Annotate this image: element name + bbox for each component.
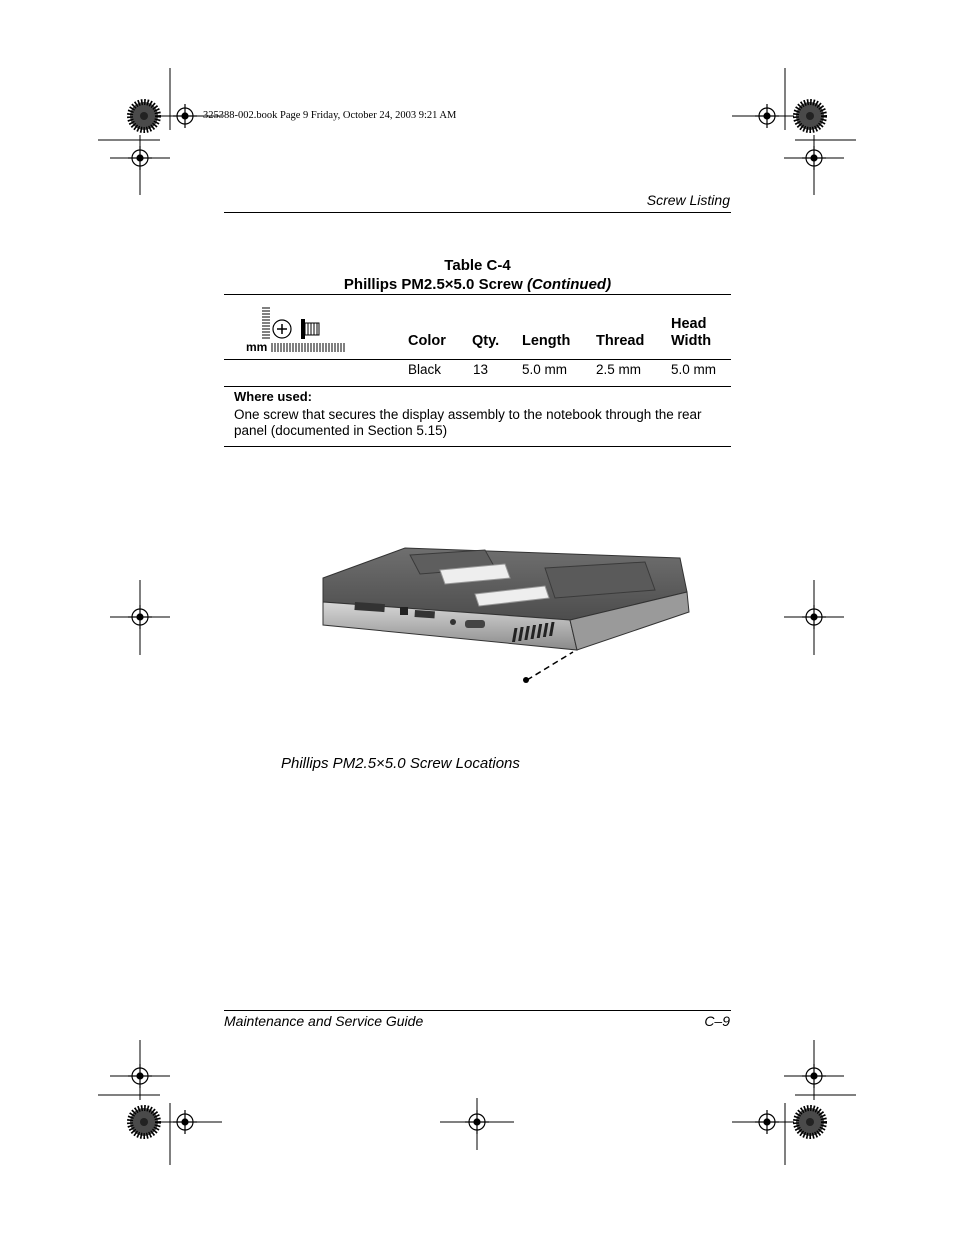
page-number: C–9 [704, 1013, 730, 1029]
table-title-suffix: (Continued) [526, 276, 612, 293]
footer-rule [224, 1010, 731, 1011]
footer-title: Maintenance and Service Guide [224, 1013, 424, 1029]
table-number: Table C-4 [444, 257, 511, 274]
header-row-rule [224, 359, 731, 360]
table-bottom-rule [224, 446, 731, 447]
header-head-width: Head Width [671, 316, 712, 349]
header-qty: Qty. [472, 333, 500, 349]
header-thread: Thread [596, 333, 645, 349]
data-row-rule [224, 386, 731, 387]
notebook-illustration [315, 540, 695, 690]
cell-qty: 13 [473, 362, 489, 377]
table-name: Phillips PM2.5×5.0 Screw (Continued) [343, 276, 612, 293]
figure-caption: Phillips PM2.5×5.0 Screw Locations [281, 755, 520, 772]
unit-label: mm [246, 340, 268, 354]
header-rule [224, 212, 731, 213]
cell-thread: 2.5 mm [596, 362, 642, 377]
running-head: Screw Listing [646, 192, 730, 208]
cell-color: Black [408, 362, 442, 377]
table-title [224, 256, 731, 294]
where-used-text: One screw that secures the display assembly to the notebook through the rear panel (documented in Section 5.15) [234, 407, 702, 438]
header-color: Color [408, 333, 446, 349]
where-used-label: Where used: [234, 389, 313, 404]
cell-length: 5.0 mm [522, 362, 568, 377]
cell-head-width: 5.0 mm [671, 362, 717, 377]
table-top-rule [224, 294, 731, 295]
header-length: Length [522, 333, 571, 349]
print-slug: 325388-002.book Page 9 Friday, October 24, 2003 9:21 AM [203, 110, 457, 121]
